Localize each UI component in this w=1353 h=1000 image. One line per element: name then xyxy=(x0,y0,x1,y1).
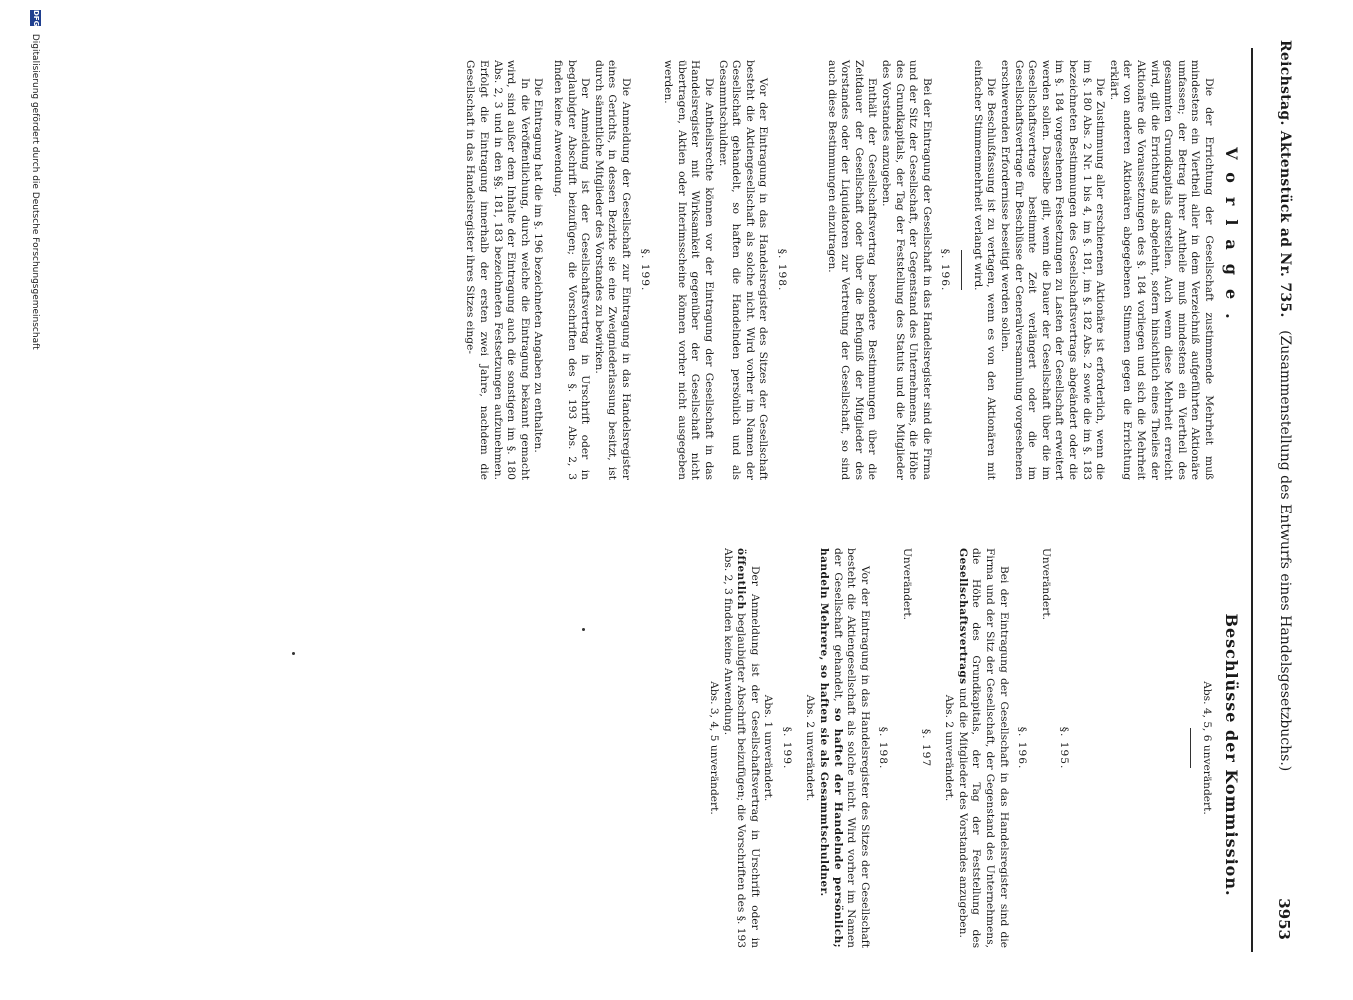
paragraph: Abs. 1 unverändert. xyxy=(762,694,775,802)
scan-speck xyxy=(582,628,585,631)
section-heading-199: §. 199. xyxy=(638,248,651,292)
paragraph: Die Antheilsrechte können vor der Eintragung der Gesellschaft in das Handelsregister mit Wirksamkeit gegenüber der Gesellschaft nicht übertragen, Aktien oder Interimsscheine können vorher nicht ausgegeben werden. xyxy=(662,60,715,480)
section-divider xyxy=(961,250,962,290)
digitization-credit xyxy=(30,10,41,990)
section-heading-196: §. 196. xyxy=(1016,726,1029,770)
section-heading-196: §. 196. xyxy=(939,248,952,292)
paragraph: Der Anmeldung ist der Gesellschaftsvertrag in Urschrift oder in beglaubigter Abschrift beizufügen; die Vorschriften des §. 193 Abs. 2, 3 finden keine Anwendung. xyxy=(552,60,592,480)
paragraph: Abs. 3, 4, 5 unverändert. xyxy=(707,681,720,815)
paragraph: Enthält der Gesellschaftsvertrag besondere Bestimmungen über die Zeitdauer der Gesellschaft oder über die Befugniß der Mitglieder des Vorstandes oder der Liquidatoren zur Vertretung der Gesellschaft, so sind auch diese Bestimmungen einzutragen. xyxy=(825,60,879,480)
text-run: Vor der Eintragung in das Handelsregister des Sitzes der Gesellschaft besteht die Aktiengesellschaft als solche nicht. Wird vorher im Namen der Gesellschaft gehandelt, xyxy=(831,548,871,948)
paragraph xyxy=(720,548,761,948)
emphasized-text: so haftet der Handelnde persönlich; handeln Mehrere, so haften sie als Gesammtschuldner. xyxy=(818,548,844,948)
emphasized-text: Gesellschaftsvertrags xyxy=(956,548,969,685)
header-caption: (Zusammenstellung des Entwurfs eines Handelsgesetzbuchs.) xyxy=(1277,330,1293,772)
column-title-vorlage: Vorlage. xyxy=(1222,147,1241,333)
beschluesse-column xyxy=(706,548,1213,948)
page-number: 3953 xyxy=(1275,898,1293,940)
paragraph: Unverändert. xyxy=(1039,548,1052,620)
text-run: beglaubigter Abschrift beizufügen; die Vorschriften des §. 193 Abs. 2, 3 finden keine Anwendung. xyxy=(721,548,748,948)
paragraph: Die Beschlußfassung ist zu vertagen, wenn es von den Aktionären mit einfacher Stimmenmehrheit verlangt wird. xyxy=(971,60,998,480)
credit-text: Digitalisierung gefördert durch die Deutsche Forschungsgemeinschaft xyxy=(30,33,40,350)
header-divider xyxy=(1251,48,1253,952)
paragraph: Die der Errichtung der Gesellschaft zustimmende Mehrheit muß mindestens ein Viertheil aller in dem Verzeichniß aufgeführten Aktionäre umfassen; der Betrag ihrer Antheile muß mindestens ein Viertheil des gesammten Grundkapitals darstellen. Auch wenn diese Mehrheit erreicht wird, gilt die Errichtung als abgelehnt, sofern hinsichtlich eines Theiles der Aktionäre die Voraussetzungen des §. 184 vorliegen und sich die Mehrheit der von anderen Aktionären abgegebenen Stimmen gegen die Errichtung erklärt. xyxy=(1107,60,1215,480)
paragraph: In die Veröffentlichung, durch welche die Eintragung bekannt gemacht wird, sind außer dem Inhalte der Eintragung auch die sonstigen im §. 180 Abs. 2, 3 und in den §§. 181, 183 bezeichneten Festsetzungen aufzunehmen. Erfolgt die Eintragung innerhalb der ersten zwei Jahre, nachdem die Gesellschaft in das Handelsregister ihres Sitzes einge- xyxy=(464,60,531,480)
section-heading-197: §. 197 xyxy=(919,728,932,768)
paragraph xyxy=(817,548,871,948)
page-header xyxy=(1277,40,1293,960)
section-heading-195: §. 195. xyxy=(1058,726,1071,770)
text-run: Bei der Eintragung der Gesellschaft in das Handelsregister sind die Firma und der Sitz der Gesellschaft, der Gegenstand des Unternehmens, die Höhe des Grundkapitals, der Tag der Feststellung des xyxy=(970,548,1010,948)
dfg-logo: DFG xyxy=(32,10,40,27)
paragraph: Bei der Eintragung der Gesellschaft in das Handelsregister sind die Firma und der Sitz der Gesellschaft, der Gegenstand des Unternehmens, die Höhe des Grundkapitals, der Tag der Feststellung des Statuts und die Mitglieder des Vorstandes anzugeben. xyxy=(879,60,933,480)
paragraph: Unverändert. xyxy=(901,548,914,620)
header-lead: Reichstag. Aktenstück ad Nr. 735. xyxy=(1277,40,1293,318)
section-heading-198: §. 198. xyxy=(877,726,890,770)
section-heading-198: §. 198. xyxy=(775,248,788,292)
text-run: Der Anmeldung ist der Gesellschaftsvertrag in Urschrift oder in xyxy=(748,566,761,948)
scan-speck xyxy=(292,652,295,655)
section-divider xyxy=(1190,728,1191,768)
paragraph: Abs. 2 unverändert. xyxy=(943,694,956,802)
paragraph: Die Zustimmung aller erschienenen Aktionäre ist erforderlich, wenn die im §. 180 Abs. 2 Nr. 1 bis 4, im §. 181, im §. 182 Abs. 2 sowie die im §. 183 bezeichneten Bestimmungen des Gesellschaftsvertrags abgeändert oder die im §. 184 vorgesehenen Festsetzungen zu Lasten der Gesellschaft erweitert werden sollen. Dasselbe gilt, wenn die Dauer der Gesellschaft über die im Gesellschaftsvertrage bestimmte Zeit verlängert oder die im Gesellschaftsvertrage für Beschlüsse der Generalversammlung vorgesehenen erschwerenden Erfordernisse beseitigt werden sollen. xyxy=(999,60,1107,480)
paragraph xyxy=(955,548,1009,948)
section-heading-199: §. 199. xyxy=(780,726,793,770)
paragraph: Abs. 2 unverändert. xyxy=(804,694,817,802)
paragraph: Vor der Eintragung in das Handelsregister des Sitzes der Gesellschaft besteht die Aktiengesellschaft als solche nicht. Wird vorher im Namen der Gesellschaft gehandelt, so haften die Handelnden persönlich und als Gesammtschuldner. xyxy=(716,60,770,480)
paragraph: Die Eintragung hat die im §. 196 bezeichneten Angaben zu enthalten. xyxy=(532,78,545,453)
vorlage-column xyxy=(463,60,1215,480)
emphasized-text: öffentlich xyxy=(735,548,748,610)
text-run: und die Mitglieder des Vorstandes anzugeben. xyxy=(956,687,969,938)
paragraph: Abs. 4, 5, 6 unverändert. xyxy=(1201,681,1213,815)
column-title-beschluesse: Beschlüsse der Kommission. xyxy=(1222,613,1241,897)
paragraph: Die Anmeldung der Gesellschaft zur Eintragung in das Handelsregister eines Gerichts, in dessen Bezirke sie eine Zweigniederlassung besitzt, ist durch sämmtliche Mitglieder des Vorstandes zu bewirken. xyxy=(592,60,633,480)
